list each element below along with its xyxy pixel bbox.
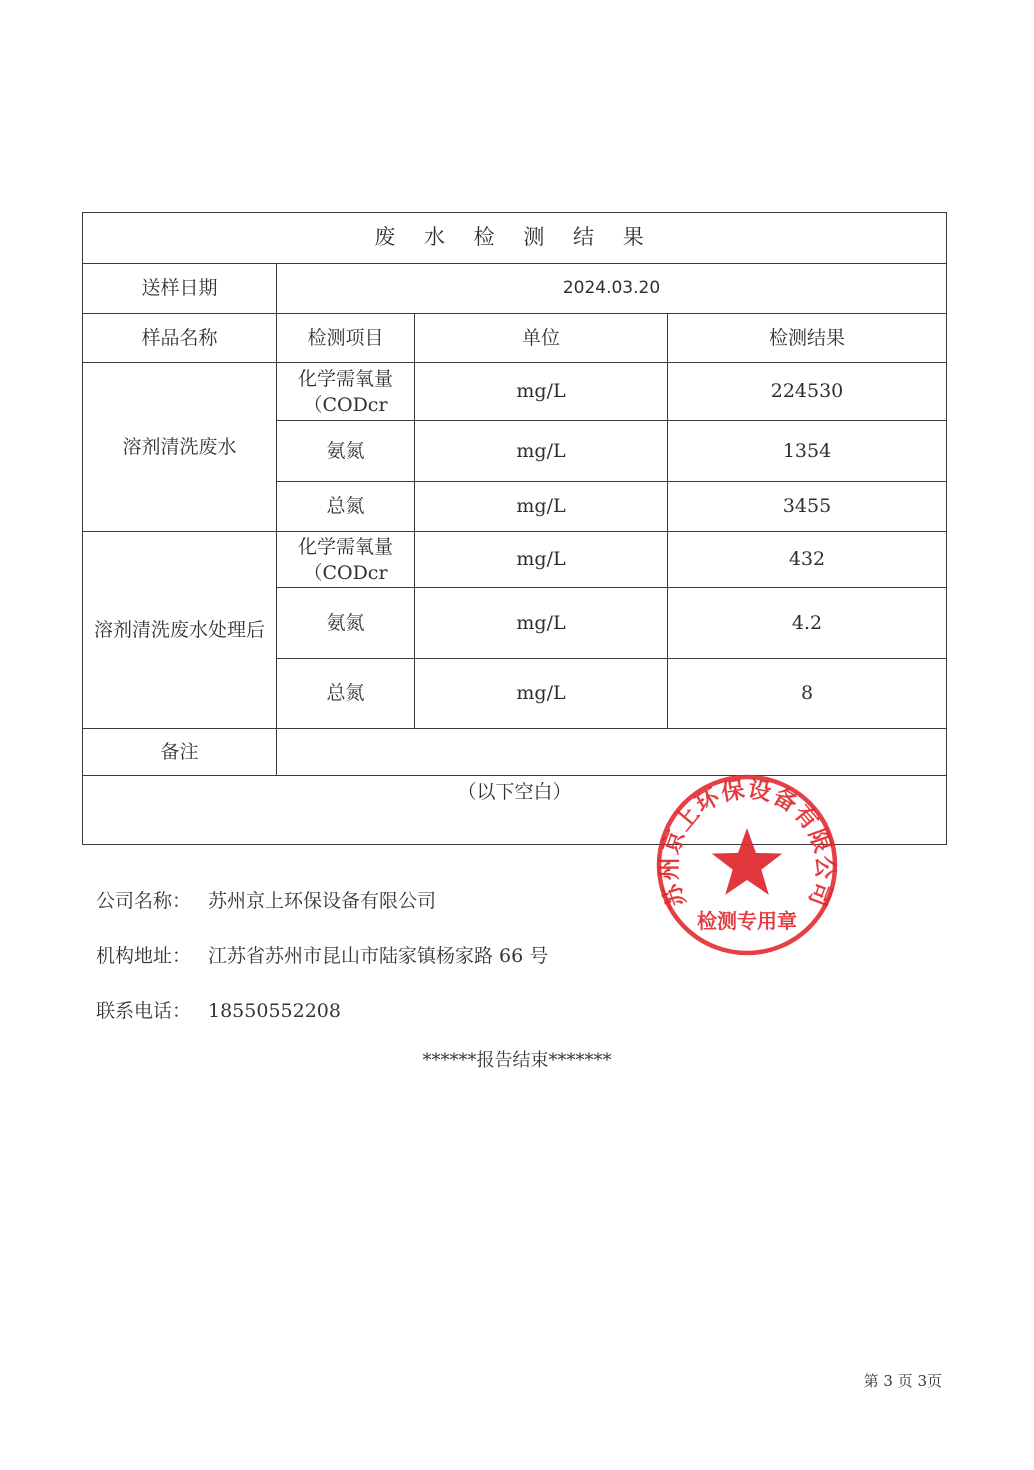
page-number: 第 3 页 3页 xyxy=(863,1372,942,1390)
item-name: 总氮 xyxy=(277,659,415,729)
result-cell: 3455 xyxy=(668,482,947,532)
item-cell xyxy=(277,363,415,421)
table-title: 废 水 检 测 结 果 xyxy=(83,213,947,264)
table-row xyxy=(83,363,947,421)
item-cell xyxy=(277,532,415,588)
remark-label: 备注 xyxy=(83,729,277,776)
company-name: 苏州京上环保设备有限公司 xyxy=(208,890,437,912)
unit-cell: mg/L xyxy=(415,421,668,482)
blank-note: （以下空白） xyxy=(83,776,947,845)
seal-ring-text: 苏州京上环保设备有限公司 xyxy=(656,776,838,911)
item-name-sub: （CODcr xyxy=(303,561,388,584)
result-cell: 4.2 xyxy=(668,588,947,659)
result-cell: 432 xyxy=(668,532,947,588)
company-address-label: 机构地址： xyxy=(96,945,192,967)
unit-cell: mg/L xyxy=(415,363,668,421)
company-phone-line xyxy=(96,996,341,1023)
company-phone: 18550552208 xyxy=(208,1000,341,1022)
company-address: 江苏省苏州市昆山市陆家镇杨家路 66 号 xyxy=(208,945,549,967)
item-name: 氨氮 xyxy=(277,588,415,659)
unit-cell: mg/L xyxy=(415,482,668,532)
table-row xyxy=(83,532,947,588)
company-seal-stamp xyxy=(652,770,842,960)
item-name: 总氮 xyxy=(277,482,415,532)
sample-name: 溶剂清洗废水 xyxy=(83,363,277,532)
sample-name: 溶剂清洗废水处理后 xyxy=(83,532,277,729)
company-phone-label: 联系电话： xyxy=(96,1000,192,1022)
result-cell: 1354 xyxy=(668,421,947,482)
unit-cell: mg/L xyxy=(415,532,668,588)
item-name: 化学需氧量 xyxy=(297,535,393,558)
company-name-label: 公司名称： xyxy=(96,890,192,912)
header-result: 检测结果 xyxy=(668,314,947,363)
item-name: 氨氮 xyxy=(277,421,415,482)
header-unit: 单位 xyxy=(415,314,668,363)
date-value: 2024.03.20 xyxy=(277,264,947,314)
item-name: 化学需氧量 xyxy=(297,367,393,390)
unit-cell: mg/L xyxy=(415,659,668,729)
header-item: 检测项目 xyxy=(277,314,415,363)
seal-star-icon xyxy=(712,828,782,895)
seal-bottom-text: 检测专用章 xyxy=(697,909,797,933)
date-label: 送样日期 xyxy=(83,264,277,314)
company-name-line xyxy=(96,886,436,913)
result-cell: 224530 xyxy=(668,363,947,421)
report-end-marker: ******报告结束******* xyxy=(422,1050,612,1071)
header-sample: 样品名称 xyxy=(83,314,277,363)
company-address-line xyxy=(96,941,548,968)
results-table xyxy=(82,212,947,845)
item-name-sub: （CODcr xyxy=(303,393,388,416)
remark-value xyxy=(277,729,947,776)
result-cell: 8 xyxy=(668,659,947,729)
unit-cell: mg/L xyxy=(415,588,668,659)
